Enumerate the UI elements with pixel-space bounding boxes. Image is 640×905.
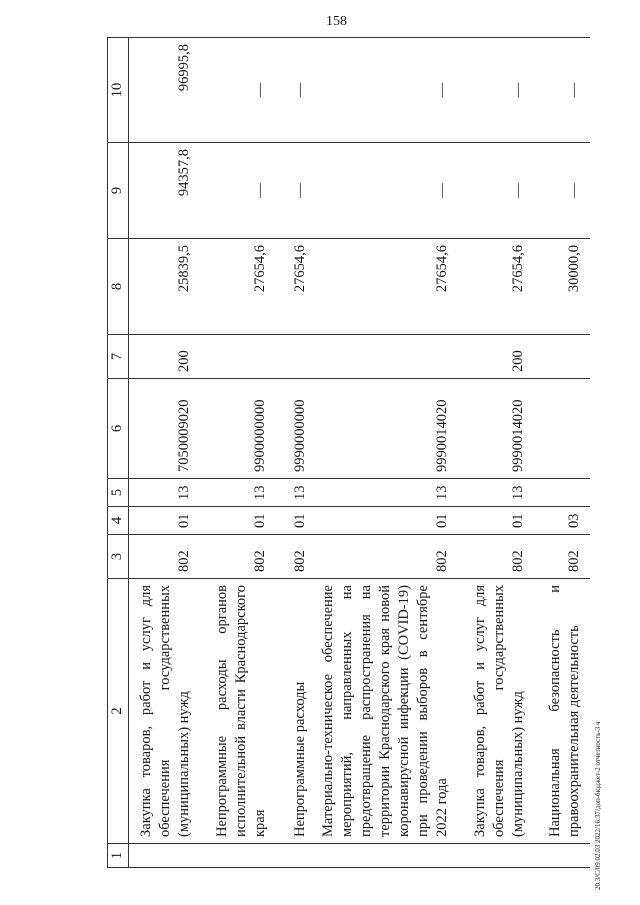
budget-table (107, 37, 590, 868)
row-code: 802 (534, 535, 590, 579)
row-code: 13 (201, 479, 277, 507)
row-amount: — (277, 38, 317, 143)
column-header: 10 (108, 38, 129, 143)
column-header: 2 (108, 579, 129, 844)
row-amount: — (317, 143, 459, 239)
row-cell-empty (317, 844, 459, 868)
column-header: 6 (108, 379, 129, 479)
row-code: 13 (277, 479, 317, 507)
row-amount: 94357,8 (129, 143, 201, 239)
row-code (317, 335, 459, 379)
row-amount: 96995,8 (129, 38, 201, 143)
row-cell-empty (129, 844, 201, 868)
row-code (534, 479, 590, 507)
row-code: 802 (129, 535, 201, 579)
row-code: 802 (201, 535, 277, 579)
row-amount: 27654,6 (277, 239, 317, 335)
column-header: 4 (108, 507, 129, 535)
row-code (534, 335, 590, 379)
column-header: 5 (108, 479, 129, 507)
row-code: 9900000000 (201, 379, 277, 479)
row-cell-empty (458, 844, 534, 868)
row-description: Закупка товаров, работ и услуг для обеспечения государственных (муниципальных) нужд (458, 579, 534, 844)
table-row (201, 38, 277, 868)
document-stamp: 20.3/C/09.02.03 2022/16:37/доп-бюджет-2 отчетность-3 ч (594, 721, 602, 890)
row-amount: — (458, 143, 534, 239)
header-row (108, 38, 129, 868)
row-amount: — (201, 143, 277, 239)
row-code (201, 335, 277, 379)
column-header: 8 (108, 239, 129, 335)
row-amount: — (277, 143, 317, 239)
row-code: 200 (458, 335, 534, 379)
row-code: 9990014020 (317, 379, 459, 479)
row-code: 7050009020 (129, 379, 201, 479)
row-description: Материально-техническое обеспечение мероприятий, направленных на предотвращение распространения на территории Краснодарского края новой коронавирусной инфекции (COVID-19) при проведении выборов в сентябре 2022 года (317, 579, 459, 844)
table-row (277, 38, 317, 868)
row-code: 9990000000 (277, 379, 317, 479)
row-code: 200 (129, 335, 201, 379)
row-amount: — (534, 38, 590, 143)
column-header: 1 (108, 844, 129, 868)
column-header: 3 (108, 535, 129, 579)
row-amount: — (201, 38, 277, 143)
row-code: 01 (201, 507, 277, 535)
row-description: Непрограммные расходы (277, 579, 317, 844)
row-code: 01 (277, 507, 317, 535)
row-code: 9990014020 (458, 379, 534, 479)
row-code: 03 (534, 507, 590, 535)
row-code (277, 335, 317, 379)
row-description: Непрограммные расходы органов исполнительной власти Краснодарского края (201, 579, 277, 844)
row-code: 802 (317, 535, 459, 579)
column-header: 7 (108, 335, 129, 379)
page-number: 158 (326, 14, 347, 29)
row-amount: — (458, 38, 534, 143)
row-cell-empty (201, 844, 277, 868)
row-description: Закупка товаров, работ и услуг для обеспечения государственных (муниципальных) нужд (129, 579, 201, 844)
row-amount: 30000,0 (534, 239, 590, 335)
rotated-table-wrapper (107, 38, 583, 868)
row-code (534, 379, 590, 479)
row-code: 01 (458, 507, 534, 535)
row-code: 13 (129, 479, 201, 507)
row-code: 13 (458, 479, 534, 507)
row-amount: — (534, 143, 590, 239)
row-amount: — (317, 38, 459, 143)
table-row (129, 38, 201, 868)
row-amount: 27654,6 (201, 239, 277, 335)
row-code: 13 (317, 479, 459, 507)
row-code: 01 (129, 507, 201, 535)
row-amount: 27654,6 (458, 239, 534, 335)
table-row (458, 38, 534, 868)
column-header: 9 (108, 143, 129, 239)
table-row (317, 38, 459, 868)
row-code: 802 (458, 535, 534, 579)
row-description: Национальная безопасность и правоохранительная деятельность (534, 579, 590, 844)
row-cell-empty (277, 844, 317, 868)
row-code: 802 (277, 535, 317, 579)
row-cell-empty (534, 844, 590, 868)
row-amount: 25839,5 (129, 239, 201, 335)
row-code: 01 (317, 507, 459, 535)
row-amount: 27654,6 (317, 239, 459, 335)
table-row (534, 38, 590, 868)
